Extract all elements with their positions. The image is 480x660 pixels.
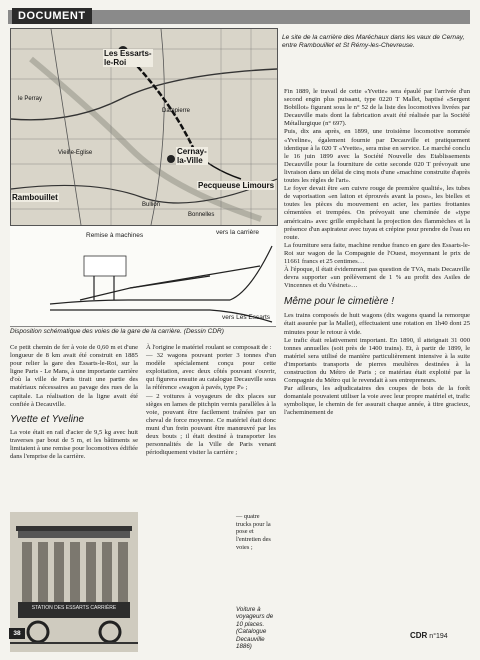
right-paragraph-8: Par ailleurs, les adjudicataires des coupes de bois de la forêt domaniale pouvaient utiliser la voie avec leur propre matériel et, trafic symbolique, le chemin de fer assurait chaque année, à titre gracieux, l'acheminement de [284, 385, 470, 417]
left-column [10, 344, 138, 461]
section-heading-cimetiere: Même pour le cimetière ! [284, 296, 395, 308]
right-paragraph-7: Le trafic était relativement important. En 1890, il atteignait 31 000 tonnes annuelles (soit près de 1400 trains). Et, à partir de 1899, le matériel sera utilisé de manière particulièrement intensive à la suite d'importants transports de pierres meulières destinées à la construction du Métro de Paris ; ce matériau était exploité par la Compagnie du Métro qui le revendait à ses entrepreneurs. [284, 336, 470, 385]
middle-column [146, 344, 276, 457]
map-label-cernay: Cernay- la-Ville [177, 147, 207, 165]
map-label-rambouillet: Rambouillet [12, 193, 58, 202]
site-map [10, 28, 278, 226]
right-paragraph-6: Les trains composés de huit wagons (dix wagons quand la remorque était assurée par la Mallet), effectuaient une rotation en 1h40 dont 25 minutes pour le retour à vide. [284, 312, 470, 336]
diagram-caption: Disposition schématique des voies de la gare de la carrière. (Dessin CDR) [10, 328, 224, 335]
magazine-name: CDR [410, 631, 428, 640]
right-paragraph-3: Le foyer devait être «en cuivre rouge de première qualité», les tubes de vaporisation «en laiton et éprouvés avant la pose», les bielles et toutes les pièces du mouvement en acier, les parties frottantes cémentées et trempées. On prévoyait une cheminée de «type américain» avec grille empêchant la projection des flammèches et la présence d'un aspirateur avec tuyau et crépine pour prendre de l'eau en route. [284, 185, 470, 241]
right-paragraph-1: Fin 1889, le travail de cette «Yvette» sera épaulé par l'arrivée d'un second engin plus puissant, type 0220 T Mallet, baptisé «Sergent Bobillot» figurant sous le n° 52 de la liste des locomotives livrées par Decauville mais dont la fabrication avait été réalisée par la Société Métallurgique (n° 697). [284, 88, 470, 128]
mid-paragraph-2: — 32 wagons pouvant porter 3 tonnes d'un modèle spécialement conçu pour cette exploitation, avec deux côtés pouvant s'ouvrir, qui figurera ensuite au catalogue Decauville sous la référence «wagon à pavés, type P» ; [146, 352, 276, 392]
map-label-bullion: Bullion [142, 202, 161, 208]
map-label-bonnelles: Bonnelles [188, 212, 215, 218]
diagram-label-remise: Remise à machines [86, 232, 144, 239]
map-caption: Le site de la carrière des Maréchaux dans les vaux de Cernay, entre Rambouillet et St Rémy-les-Chevreuse. [282, 34, 465, 49]
mid-paragraph-4: — quatre trucks pour la pose et l'entretien des voies ; [236, 513, 271, 551]
left-paragraph-2: La voie était en rail d'acier de 9,5 kg avec huit traverses par bout de 5 m, et les bâtiments se limitaient à une remise pour locomotives édifiée dans l'emprise de la carrière. [10, 428, 138, 461]
track-lines [10, 226, 276, 326]
right-column [284, 88, 470, 418]
section-label: DOCUMENT [12, 8, 92, 24]
map-label-essarts: Les Essarts- le-Roi [104, 49, 152, 67]
photo-caption: Voiture à voyageurs de 10 places. (Catalogue Decauville 1886) [236, 606, 274, 651]
carriage-photo [10, 512, 138, 652]
map-label-perray: le Perray [18, 96, 43, 102]
page-number: 38 [9, 628, 25, 639]
map-label-dampierre: Dampierre [162, 108, 191, 114]
map-label-vieille: Vieille-Eglise [58, 150, 93, 156]
footer-magazine [410, 631, 448, 640]
carriage-drawing [10, 512, 138, 652]
section-heading-yvette: Yvette et Yveline [10, 413, 85, 425]
diagram-label-carriere: vers la carrière [216, 229, 259, 236]
issue-number: n°194 [429, 633, 448, 640]
right-paragraph-5: À l'époque, il était évidemment pas question de TVA, mais Decauville devra supporter «un prélèvement de 1 % au profit des Asiles de Vincennes et du Vésinet»… [284, 266, 470, 290]
right-paragraph-4: La fourniture sera faite, machine rendue franco en gare des Essarts-le-Roi sur wagon de la Compagnie de l'Ouest, moyennant le prix de 11661 francs et 25 centimes… [284, 241, 470, 265]
mid-paragraph-3: — 2 voitures à voyageurs de dix places sur sièges en lames de pitchpin vernis parallèles à la voie, pouvant être facilement traînées par un cheval de force moyenne. Ce matériel était donc muni d'un frein pouvant être manœuvré par les deux bouts ; il était destiné à transporter les personnalités de la Ville de Paris venant périodiquement visiter la carrière ; [146, 392, 276, 457]
diagram-label-essarts: vers Les Essarts [222, 314, 271, 321]
track-diagram [10, 226, 276, 327]
right-paragraph-2: Puis, dix ans après, en 1899, une troisième locomotive nommée «Yveline», également fournie par Decauville et pratiquement identique à la 020 T «Yvette», sera mise en service. Le marché conclu le 16 juin 1899 avec la Société Nouvelle des Etablissements Decauville pour la fourniture de cette seconde 020 T prévoyait une livraison dans un délai de cinq mois d'une «machine construite d'après toutes les règles de l'art». [284, 128, 470, 185]
middle-column-narrow [236, 513, 276, 552]
station-sign: STATION DES ESSARTS CARRIÈRE [31, 605, 117, 611]
left-paragraph-1: Ce petit chemin de fer à voie de 0,60 m et d'une longueur de 8 km avait été construit en 1885 pour relier la gare des Essarts-le-Roi, sur la ligne Paris - Le Mans, à une importante carrière d'où la ville de Paris tirait une partie des matériaux nécessaires au pavage des rues de la capitale. La réalisation de la ligne avait été confiée à Decauville. [10, 344, 138, 408]
mid-paragraph-1: À l'origine le matériel roulant se composait de : [146, 344, 272, 351]
map-label-limours: Pecqueuse Limours [198, 181, 275, 190]
